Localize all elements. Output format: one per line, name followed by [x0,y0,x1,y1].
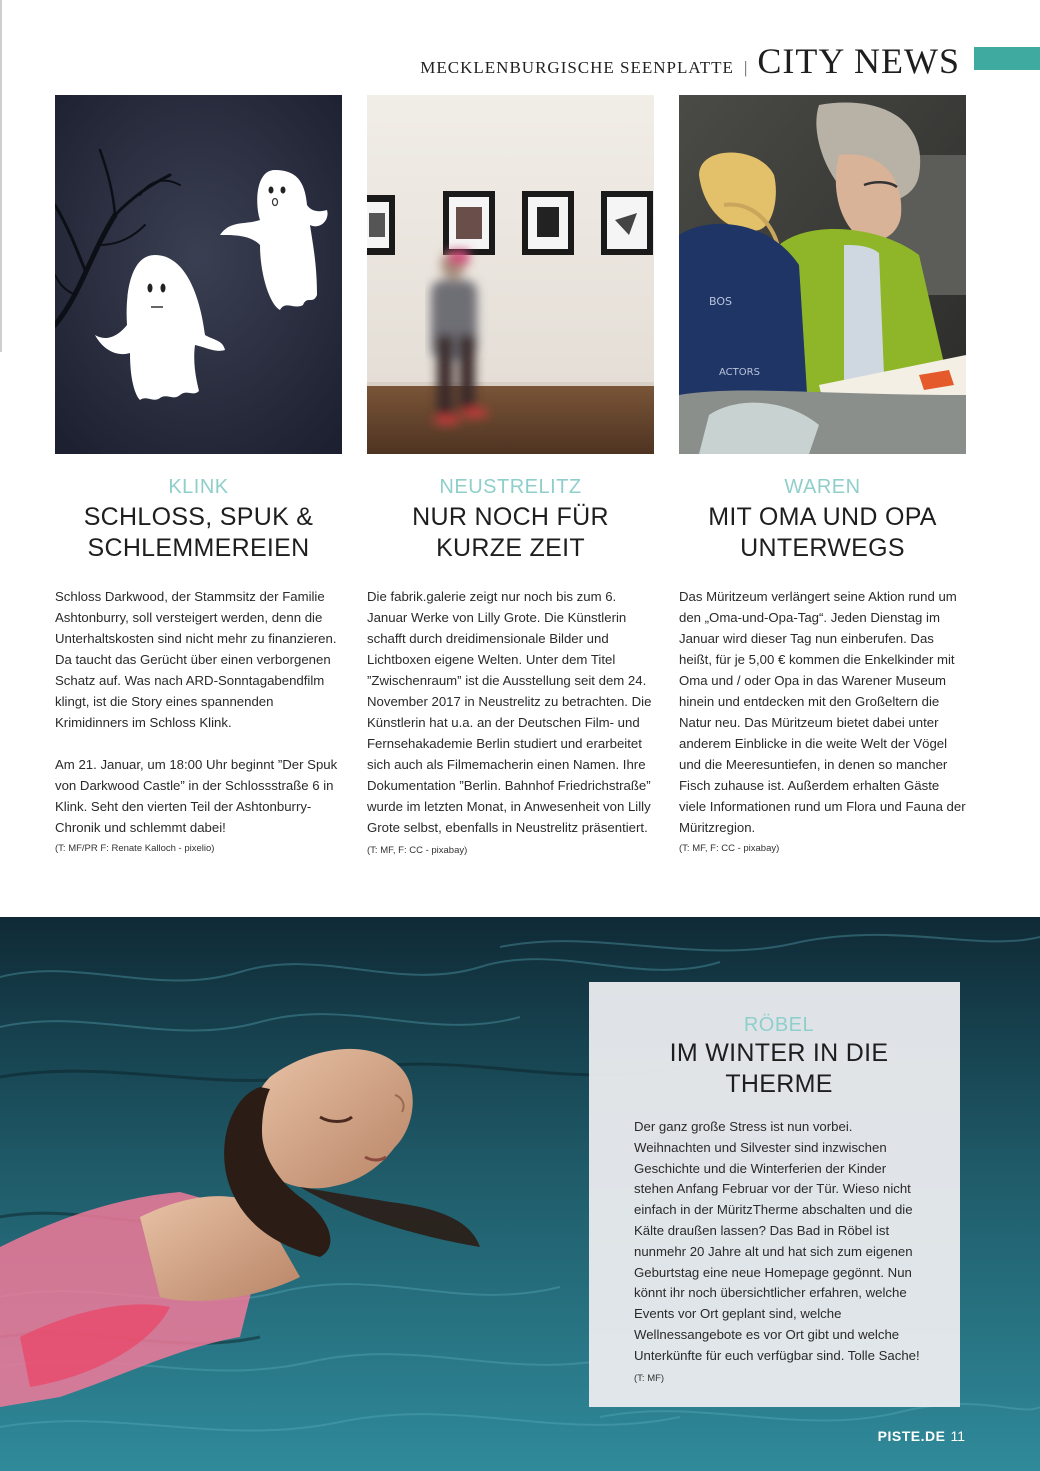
article-place: NEUSTRELITZ [439,476,582,498]
grandmother-child-photo [679,95,966,454]
article-title-line: SCHLEMMEREIEN [87,534,310,562]
page-number: 11 [950,1428,965,1444]
article-body [367,586,654,861]
article-paragraph: Schloss Darkwood, der Stammsitz der Familie Ashtonburry, soll versteigert werden, denn die Unterhaltskosten sind nicht mehr zu finanzieren. Da taucht das Gerücht über einen verborgenen Schatz auf. Was nach ARD-Sonntagabendfilm klingt, ist die Story eines spannenden Krimidinners im Schloss Klink. [55,589,337,730]
article-paragraph: Das Müritzeum verlängert seine Aktion rund um den „Oma-und-Opa-Tag“. Jeden Dienstag im Januar wird dieser Tag nun einberufen. Das heißt, für je 5,00 € kommen die Enkelkinder mit Oma und / oder Opa in das Warener Museum hinein und entdecken mit den Großeltern die Natur neu. Das Müritzeum bietet dabei unter anderem Einblicke in die weite Welt der Vögel und die Meeresuntiefen, in denen so mancher Fisch zuhause ist. Außerdem erhalten Gäste viele Informationen rund um Flora und Fauna der Müritzregion. [679,589,966,835]
feature-place: RÖBEL [743,1014,815,1036]
article-body [679,586,966,859]
feature-body [634,1117,924,1389]
feature-title-line: IM WINTER IN DIE [669,1039,889,1067]
article-credit: (T: MF, F: CC - pixabay) [679,843,780,854]
feature-title [634,1038,924,1100]
article-title-line: MIT OMA UND OPA [708,503,937,531]
article-title-line: SCHLOSS, SPUK & [83,503,314,531]
header-region: MECKLENBURGISCHE SEENPLATTE [420,58,734,77]
article-title [679,502,966,564]
article-title [55,502,342,564]
article-title-line: UNTERWEGS [740,534,905,562]
header-separator: | [743,58,748,77]
article-paragraph [367,586,654,861]
article-credit: (T: MF/PR F: Renate Kalloch - pixelio) [55,843,215,854]
ghosts-illustration [55,95,342,454]
svg-text:BOS: BOS [709,295,732,308]
margin-rule [0,0,2,352]
article-place: KLINK [168,476,229,498]
article-waren [679,474,966,859]
article-title-line: NUR NOCH FÜR [412,503,609,531]
section-tab-marker [974,47,1040,70]
feature-credit: (T: MF) [634,1372,665,1384]
article-body [55,586,342,859]
article-credit: (T: MF, F: CC - pixabay) [367,845,468,856]
svg-text:ACTORS: ACTORS [719,367,760,378]
article-neustrelitz [367,474,654,861]
article-klink [55,474,342,859]
article-paragraph-text: Die fabrik.galerie zeigt nur noch bis zum 6. Januar Werke von Lilly Grote. Die Künstlerin schafft durch dreidimensionale Bilder und Lichtboxen eigene Welten. Unter dem Titel ”Zwischenraum” ist die Ausstellung seit dem 24. November 2017 in Neustrelitz zu betrachten. Die Künstlerin hat u.a. an der Deutschen Film- und Fernsehakademie Berlin studiert und erarbeitet sich auch als Filmemacherin einen Namen. Ihre Dokumentation ”Berlin. Bahnhof Friedrichstraße” wurde im letzten Monat, in Anwesenheit von Lilly Grote selbst, ebenfalls in Neustrelitz präsentiert. [367,589,652,835]
gallery-photo [367,95,654,454]
feature-roebel [589,982,960,1407]
header-section: CITY NEWS [757,41,960,81]
footer-brand: PISTE.DE [877,1428,946,1444]
article-title-line: KURZE ZEIT [436,534,585,562]
article-title [367,502,654,564]
page-header [420,40,960,82]
feature-body-text: Der ganz große Stress ist nun vorbei. Weihnachten und Silvester sind inzwischen Geschichte und die Winterferien der Kinder stehen Anfang Februar vor der Tür. Wieso nicht einfach in der MüritzTherme abschalten und die Kälte draußen lassen? Das Bad in Röbel ist nunmehr 20 Jahre alt und hat sich zum eigenen Geburtstag eine neue Homepage gegönnt. Nun könnt ihr noch übersichtlicher erfahren, welche Events vor Ort geplant sind, welche Wellnessangebote es vor Ort gibt und welche Unterkünfte für euch verfügbar sind. Tolle Sache! [634,1119,920,1363]
page-footer [878,1428,965,1444]
feature-title-line: THERME [725,1070,833,1098]
article-place: WAREN [784,476,861,498]
article-paragraph: Am 21. Januar, um 18:00 Uhr beginnt ”Der Spuk von Darkwood Castle” in der Schlossstraße 6 in Klink. Seht den vierten Teil der Ashtonburry-Chronik und schlemmt dabei! [55,757,338,835]
